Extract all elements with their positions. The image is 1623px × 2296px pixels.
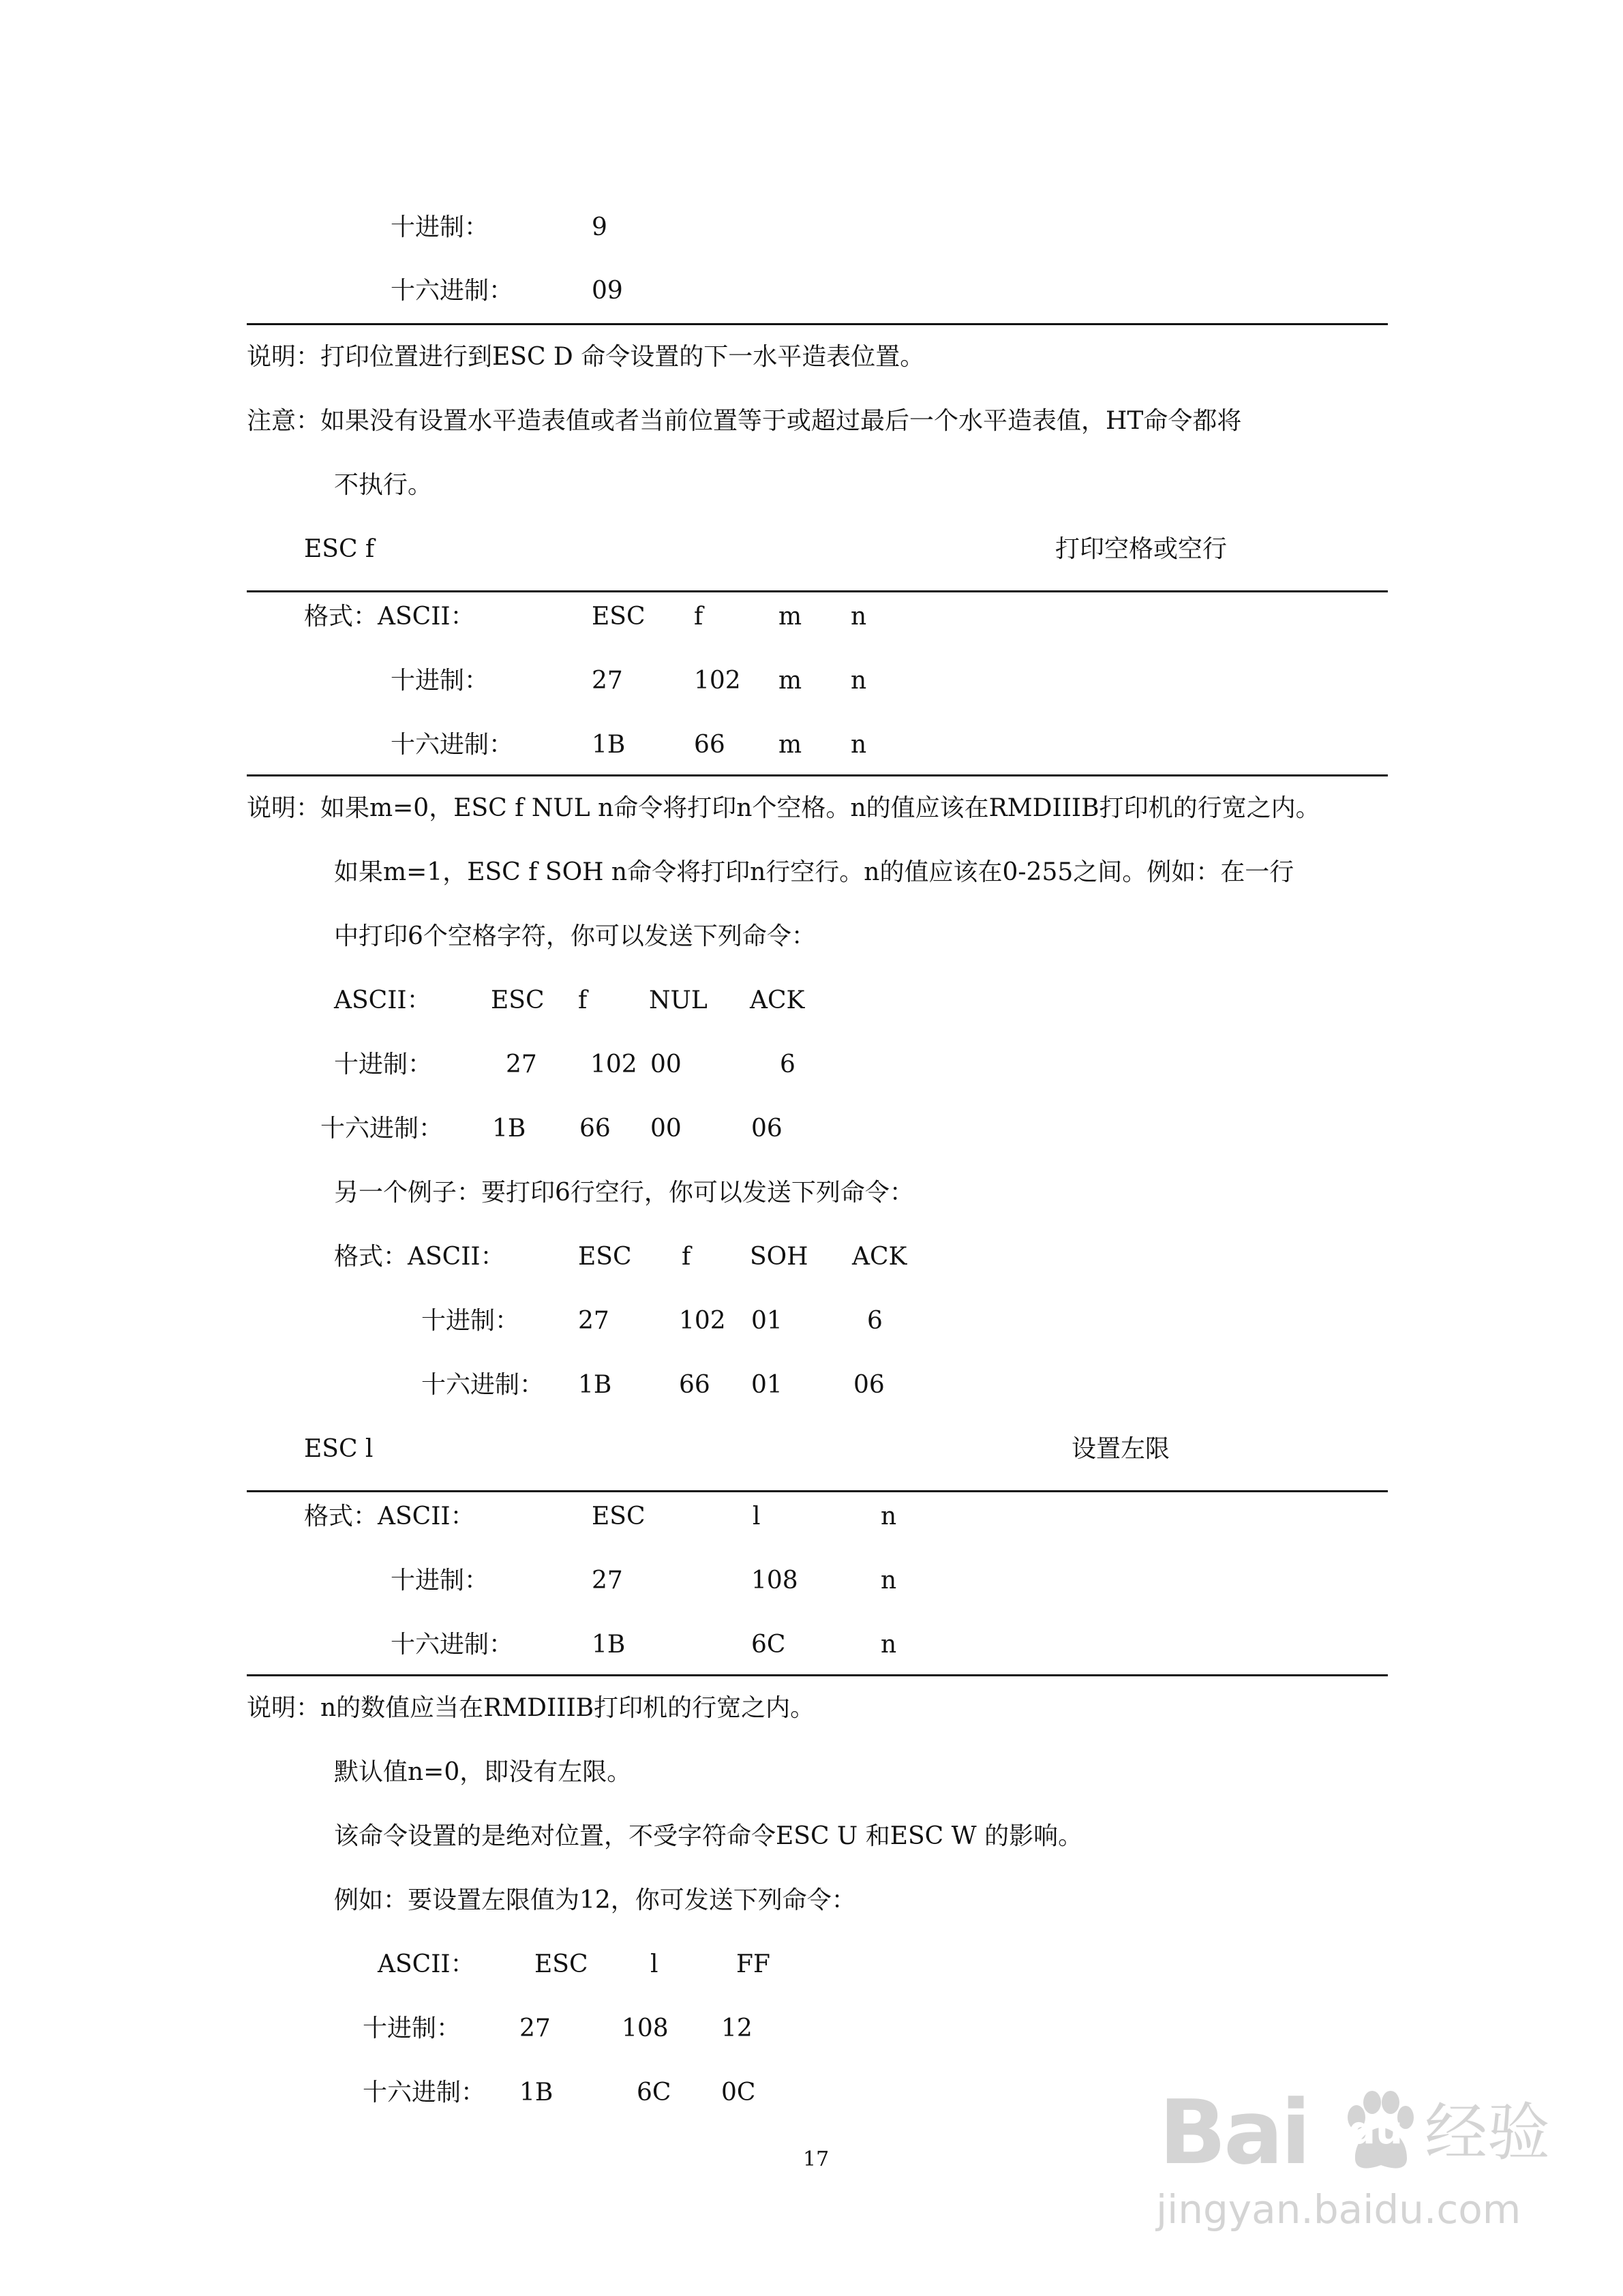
esc-f-ascii-value: ESC <box>592 603 646 631</box>
esc-f-dec-value: 102 <box>694 667 741 695</box>
esc-l-ascii-label: 格式：ASCII： <box>304 1502 475 1530</box>
esc-l-hex-value: 6C <box>751 1631 786 1659</box>
esc-f-hex-value: 66 <box>694 731 725 759</box>
ht-note-line-2: 不执行。 <box>334 471 433 499</box>
example2-hex-value: 66 <box>679 1371 710 1399</box>
esc-l-dec-value: 108 <box>751 1567 798 1595</box>
esc-l-example-ascii-value: l <box>650 1950 658 1978</box>
esc-l-dec-value: n <box>881 1567 897 1595</box>
esc-l-example-ascii-label: ASCII： <box>378 1950 475 1978</box>
esc-l-dec-value: 27 <box>592 1567 623 1595</box>
esc-f-dec-value: m <box>778 667 802 695</box>
esc-l-title: 设置左限 <box>1072 1435 1170 1463</box>
example1-ascii-value: ACK <box>750 986 805 1014</box>
ht-description: 说明：打印位置进行到ESC D 命令设置的下一水平造表位置。 <box>247 343 925 371</box>
esc-l-desc-line-3: 该命令设置的是绝对位置，不受字符命令ESC U 和ESC W 的影响。 <box>334 1822 1083 1850</box>
esc-l-desc-line-2: 默认值n=0，即没有左限。 <box>334 1758 632 1786</box>
example1-hex-value: 00 <box>650 1115 682 1143</box>
esc-f-title: 打印空格或空行 <box>1055 535 1228 563</box>
example1-hex-label: 十六进制： <box>320 1115 444 1143</box>
esc-l-example-ascii-value: FF <box>736 1950 770 1978</box>
esc-l-ascii-value: l <box>753 1502 761 1530</box>
example1-hex-value: 1B <box>492 1115 526 1143</box>
esc-l-hex-value: 1B <box>592 1631 626 1659</box>
example1-dec-label: 十进制： <box>334 1051 433 1078</box>
esc-f-hex-value: 1B <box>592 731 626 759</box>
example1-hex-value: 06 <box>751 1115 783 1143</box>
esc-f-ascii-label: 格式：ASCII： <box>304 603 475 631</box>
divider <box>247 323 1388 325</box>
example2-intro: 另一个例子：要打印6行空行，你可以发送下列命令： <box>334 1179 914 1207</box>
watermark-brand-du: du <box>1348 2109 1403 2153</box>
divider <box>247 774 1388 776</box>
esc-l-example-hex-value: 6C <box>637 2079 671 2106</box>
esc-l-example-dec-value: 12 <box>721 2014 753 2042</box>
example1-ascii-value: ESC <box>491 986 545 1014</box>
example1-hex-value: 66 <box>579 1115 611 1143</box>
esc-l-hex-label: 十六进制： <box>391 1631 514 1659</box>
example2-dec-value: 102 <box>679 1307 726 1335</box>
example2-ascii-label: 格式：ASCII： <box>334 1243 505 1271</box>
ht-dec-label: 十进制： <box>391 213 489 241</box>
esc-l-example-hex-value: 1B <box>519 2079 553 2106</box>
esc-f-hex-value: n <box>851 731 867 759</box>
esc-l-ascii-value: n <box>881 1502 897 1530</box>
example2-ascii-value: ESC <box>578 1243 632 1271</box>
example1-dec-value: 00 <box>650 1051 682 1078</box>
esc-f-hex-label: 十六进制： <box>391 731 514 759</box>
esc-f-desc-line-2: 如果m=1，ESC f SOH n命令将打印n行空行。n的值应该在0-255之间。例如：在一行 <box>334 858 1294 886</box>
esc-f-ascii-value: f <box>694 603 703 631</box>
esc-l-example-dec-label: 十进制： <box>363 2014 461 2042</box>
page-number: 17 <box>803 2147 830 2171</box>
esc-l-example-hex-value: 0C <box>721 2079 756 2106</box>
example2-hex-label: 十六进制： <box>421 1371 545 1399</box>
esc-l-ascii-value: ESC <box>592 1502 646 1530</box>
example1-ascii-value: NUL <box>649 986 708 1014</box>
ht-dec-value: 9 <box>592 213 607 241</box>
example2-dec-value: 01 <box>751 1307 783 1335</box>
example2-ascii-value: ACK <box>852 1243 907 1271</box>
esc-l-example-dec-value: 27 <box>519 2014 551 2042</box>
example2-dec-value: 27 <box>578 1307 609 1335</box>
example1-dec-value: 102 <box>590 1051 637 1078</box>
divider <box>247 1490 1388 1492</box>
esc-f-dec-value: 27 <box>592 667 623 695</box>
ht-note-line-1: 注意：如果没有设置水平造表值或者当前位置等于或超过最后一个水平造表值，HT命令都将 <box>247 407 1242 435</box>
esc-l-hex-value: n <box>881 1631 897 1659</box>
esc-l-example-dec-value: 108 <box>622 2014 669 2042</box>
esc-l-example-ascii-value: ESC <box>534 1950 588 1978</box>
esc-l-example-hex-label: 十六进制： <box>363 2079 486 2106</box>
esc-f-ascii-value: n <box>851 603 867 631</box>
example1-ascii-value: f <box>578 986 588 1014</box>
watermark-brand: Bai <box>1159 2081 1309 2184</box>
esc-f-desc-line-1: 说明：如果m=0，ESC f NUL n命令将打印n个空格。n的值应该在RMDIIIB打印机的行宽之内。 <box>247 794 1320 822</box>
watermark-url: jingyan.baidu.com <box>1156 2186 1521 2233</box>
example1-dec-value: 6 <box>780 1051 795 1078</box>
divider <box>247 590 1388 592</box>
example2-hex-value: 1B <box>578 1371 612 1399</box>
example2-hex-value: 06 <box>853 1371 885 1399</box>
example2-dec-label: 十进制： <box>421 1307 520 1335</box>
example1-dec-value: 27 <box>506 1051 537 1078</box>
example2-dec-value: 6 <box>867 1307 883 1335</box>
example2-ascii-value: SOH <box>750 1243 808 1271</box>
esc-f-ascii-value: m <box>778 603 802 631</box>
esc-f-dec-value: n <box>851 667 867 695</box>
esc-f-desc-line-3: 中打印6个空格字符，你可以发送下列命令： <box>334 922 816 950</box>
esc-l-desc-line-1: 说明：n的数值应当在RMDIIIB打印机的行宽之内。 <box>247 1694 815 1722</box>
example1-ascii-label: ASCII： <box>334 986 431 1014</box>
example2-hex-value: 01 <box>751 1371 783 1399</box>
ht-hex-label: 十六进制： <box>391 277 514 305</box>
esc-l-desc-line-4: 例如：要设置左限值为12，你可发送下列命令： <box>334 1886 856 1914</box>
esc-l-command-name: ESC l <box>304 1435 374 1463</box>
example2-ascii-value: f <box>682 1243 691 1271</box>
divider <box>247 1674 1388 1676</box>
esc-f-dec-label: 十进制： <box>391 667 489 695</box>
esc-f-command-name: ESC f <box>304 535 375 563</box>
ht-hex-value: 09 <box>592 277 623 305</box>
watermark-cn: 经验 <box>1425 2096 1551 2169</box>
esc-l-dec-label: 十进制： <box>391 1567 489 1595</box>
esc-f-hex-value: m <box>778 731 802 759</box>
